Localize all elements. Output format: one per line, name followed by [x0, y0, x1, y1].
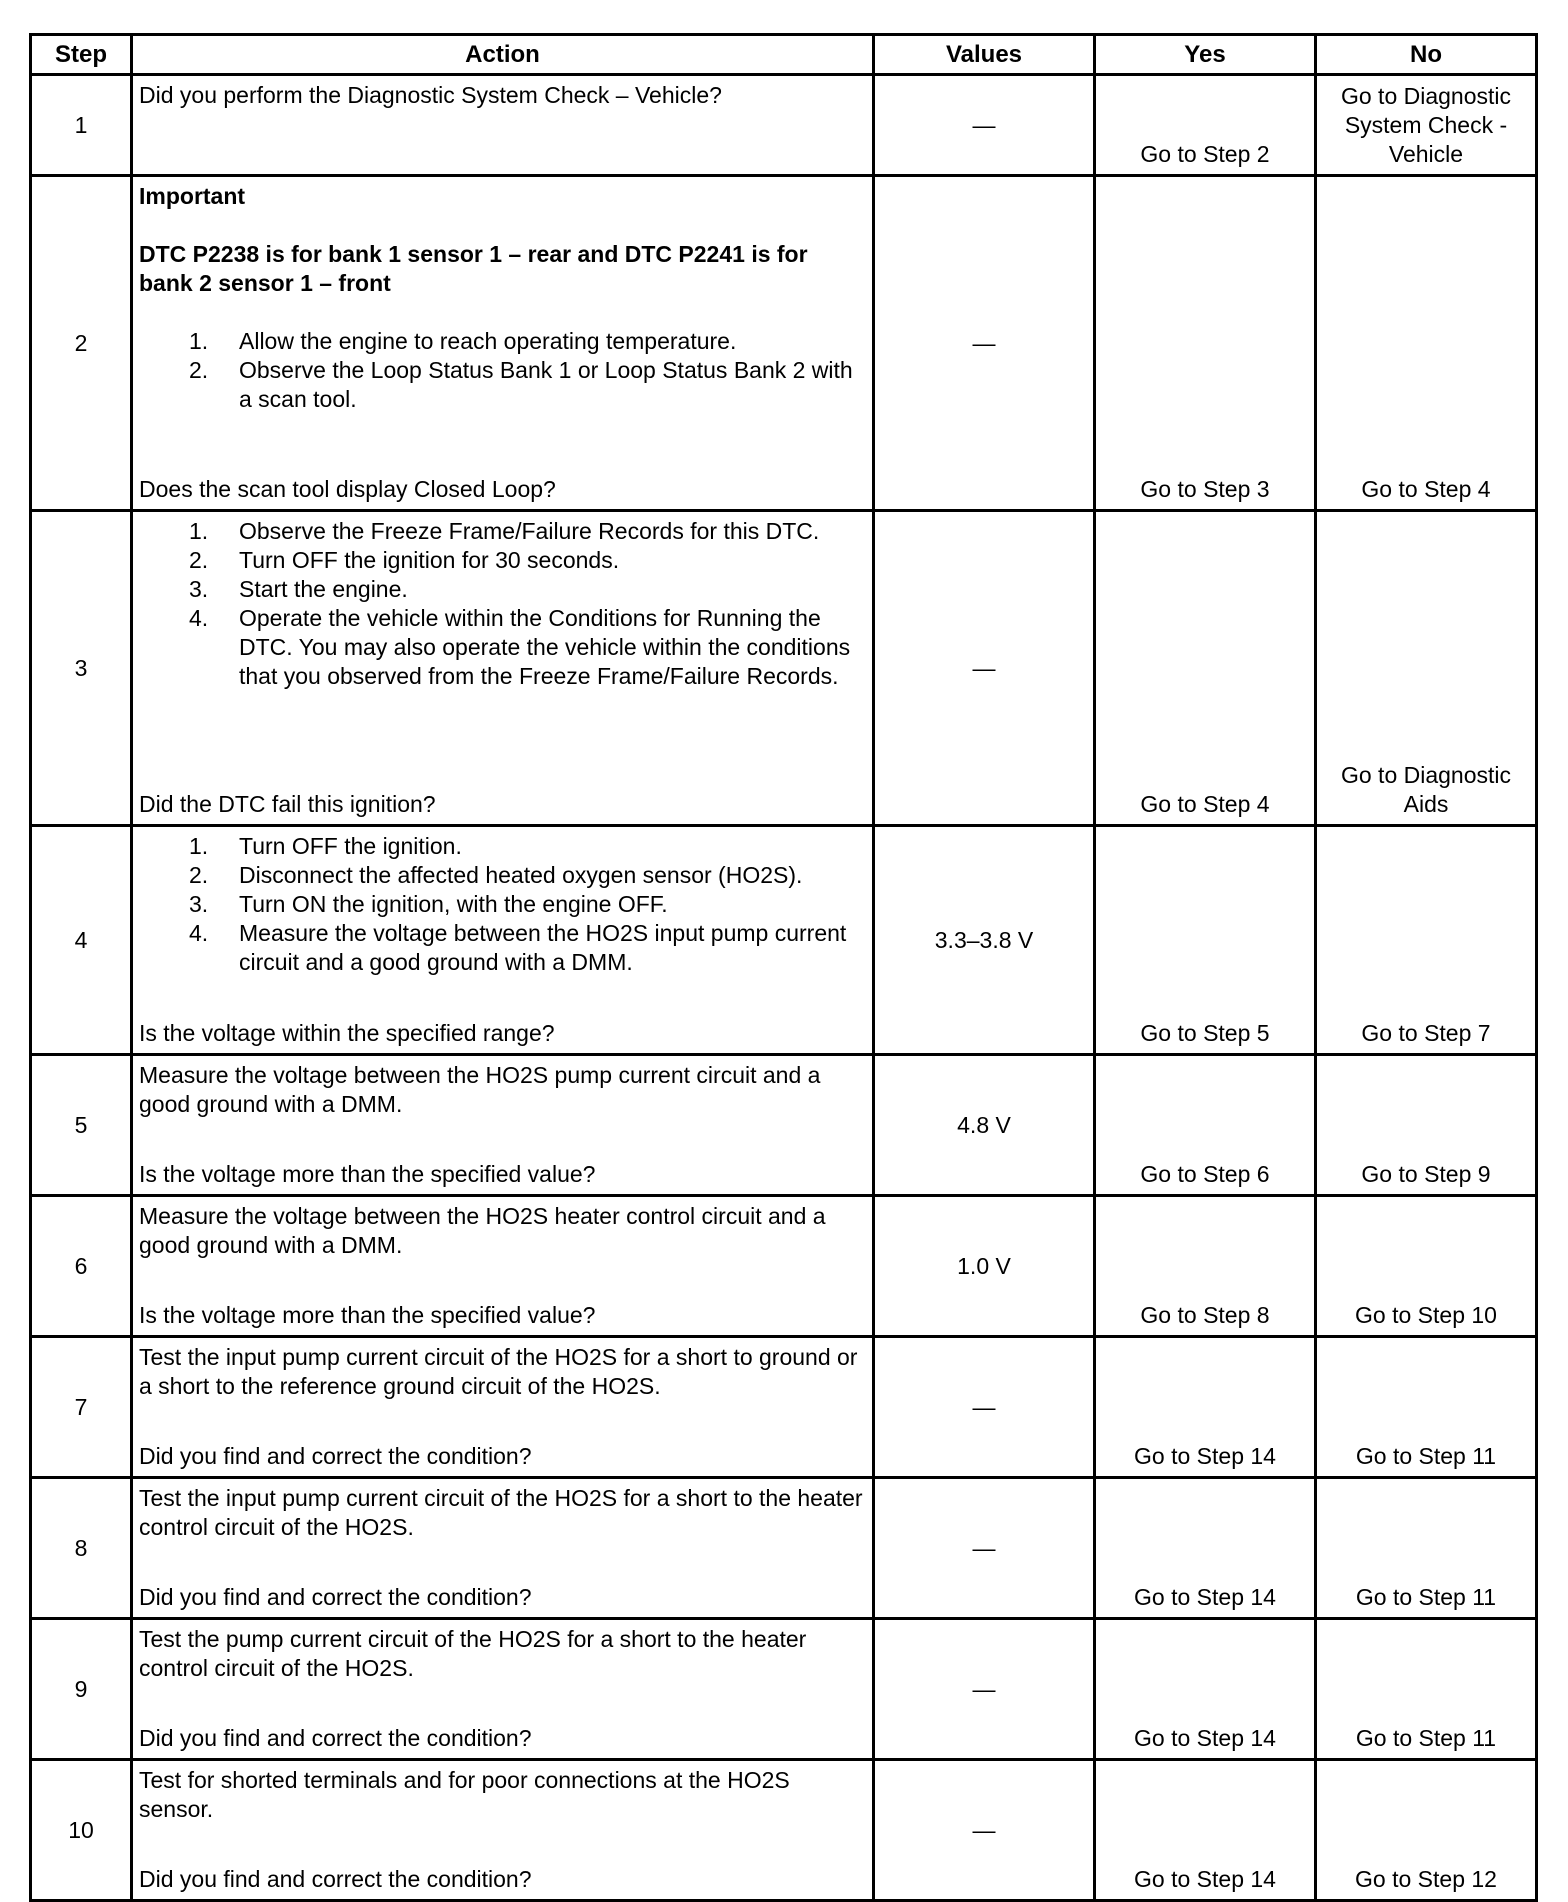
action-cell	[132, 1196, 874, 1337]
values-cell: 4.8 V	[874, 1055, 1095, 1196]
action-question: Did you perform the Diagnostic System Check – Vehicle?	[139, 82, 722, 108]
yes-cell	[1095, 1760, 1316, 1901]
table-row	[31, 75, 1537, 176]
action-text: Test the pump current circuit of the HO2S for a short to the heater control circuit of the HO2S.	[139, 1626, 807, 1681]
action-question: Did the DTC fail this ignition?	[139, 791, 436, 817]
yes-link[interactable]: Go to Step 5	[1140, 1020, 1270, 1046]
step-number: 3	[31, 511, 132, 826]
list-item: 1. Allow the engine to reach operating temperature.	[189, 328, 737, 354]
list-item: 2. Turn OFF the ignition for 30 seconds.	[189, 547, 620, 573]
yes-link[interactable]: Go to Step 14	[1134, 1866, 1276, 1892]
table-row	[31, 1478, 1537, 1619]
no-link[interactable]: Go to Step 11	[1355, 1584, 1497, 1610]
no-cell	[1316, 1196, 1537, 1337]
list-item: 3. Start the engine.	[189, 576, 408, 602]
action-cell	[132, 1337, 874, 1478]
action-cell	[132, 176, 874, 511]
yes-cell	[1095, 1196, 1316, 1337]
step-number: 4	[31, 826, 132, 1055]
yes-link[interactable]: Go to Step 6	[1140, 1161, 1270, 1187]
step-number: 5	[31, 1055, 132, 1196]
step-number: 6	[31, 1196, 132, 1337]
no-cell	[1316, 1478, 1537, 1619]
no-cell	[1316, 511, 1537, 826]
values-cell: —	[874, 511, 1095, 826]
action-question: Did you find and correct the condition?	[139, 1866, 532, 1892]
values-cell: —	[874, 176, 1095, 511]
procedure-list	[139, 517, 866, 691]
no-link[interactable]: Go to Diagnostic Aids	[1340, 762, 1512, 817]
values-cell: 1.0 V	[874, 1196, 1095, 1337]
header-action: Action	[132, 35, 874, 75]
list-item: 4. Measure the voltage between the HO2S input pump current circuit and a good ground with a DMM.	[189, 920, 847, 975]
step-number: 9	[31, 1619, 132, 1760]
action-question: Is the voltage more than the specified value?	[139, 1302, 596, 1328]
header-yes: Yes	[1095, 35, 1316, 75]
header-row	[31, 35, 1537, 75]
yes-cell	[1095, 75, 1316, 176]
header-no: No	[1316, 35, 1537, 75]
no-link[interactable]: Go to Diagnostic System Check - Vehicle	[1340, 83, 1512, 167]
step-number: 1	[31, 75, 132, 176]
yes-link[interactable]: Go to Step 3	[1140, 476, 1270, 502]
important-title: Important	[139, 183, 246, 209]
list-item: 2. Observe the Loop Status Bank 1 or Loop Status Bank 2 with a scan tool.	[189, 357, 853, 412]
yes-cell	[1095, 1337, 1316, 1478]
yes-cell	[1095, 511, 1316, 826]
no-link[interactable]: Go to Step 11	[1355, 1725, 1497, 1751]
no-cell	[1316, 75, 1537, 176]
table-row	[31, 176, 1537, 511]
values-cell: —	[874, 1478, 1095, 1619]
yes-link[interactable]: Go to Step 14	[1134, 1725, 1276, 1751]
values-cell: —	[874, 1760, 1095, 1901]
no-link[interactable]: Go to Step 7	[1361, 1020, 1491, 1046]
action-text: Test the input pump current circuit of the HO2S for a short to the heater control circuit of the HO2S.	[139, 1485, 863, 1540]
no-link[interactable]: Go to Step 9	[1361, 1161, 1491, 1187]
no-cell	[1316, 826, 1537, 1055]
table-row	[31, 1337, 1537, 1478]
action-question: Does the scan tool display Closed Loop?	[139, 476, 556, 502]
yes-cell	[1095, 1619, 1316, 1760]
no-cell	[1316, 1055, 1537, 1196]
no-link[interactable]: Go to Step 10	[1355, 1302, 1497, 1328]
table-row	[31, 1619, 1537, 1760]
step-number: 7	[31, 1337, 132, 1478]
action-question: Is the voltage within the specified range?	[139, 1020, 555, 1046]
diagnostic-table	[29, 33, 1538, 1902]
action-question: Did you find and correct the condition?	[139, 1443, 532, 1469]
no-link[interactable]: Go to Step 4	[1361, 476, 1491, 502]
table-row	[31, 1055, 1537, 1196]
table-row	[31, 826, 1537, 1055]
procedure-list	[139, 832, 866, 977]
table-row	[31, 1760, 1537, 1901]
action-question: Is the voltage more than the specified value?	[139, 1161, 596, 1187]
action-cell	[132, 1619, 874, 1760]
no-cell	[1316, 1337, 1537, 1478]
action-text: Measure the voltage between the HO2S heater control circuit and a good ground with a DMM.	[139, 1203, 826, 1258]
yes-cell	[1095, 1055, 1316, 1196]
header-values: Values	[874, 35, 1095, 75]
yes-link[interactable]: Go to Step 8	[1140, 1302, 1270, 1328]
values-cell: —	[874, 1619, 1095, 1760]
action-cell	[132, 75, 874, 176]
list-item: 3. Turn ON the ignition, with the engine OFF.	[189, 891, 668, 917]
important-note: DTC P2238 is for bank 1 sensor 1 – rear and DTC P2241 is for bank 2 sensor 1 – front	[139, 241, 808, 296]
step-number: 2	[31, 176, 132, 511]
no-cell	[1316, 1619, 1537, 1760]
values-cell: —	[874, 75, 1095, 176]
action-cell	[132, 826, 874, 1055]
action-question: Did you find and correct the condition?	[139, 1725, 532, 1751]
no-link[interactable]: Go to Step 12	[1355, 1866, 1497, 1892]
yes-cell	[1095, 826, 1316, 1055]
list-item: 4. Operate the vehicle within the Conditions for Running the DTC. You may also operate the vehicle within the conditions that you observed from the Freeze Frame/Failure Records.	[189, 605, 851, 689]
values-cell: 3.3–3.8 V	[874, 826, 1095, 1055]
action-text: Test the input pump current circuit of the HO2S for a short to ground or a short to the reference ground circuit of the HO2S.	[139, 1344, 858, 1399]
action-text: Measure the voltage between the HO2S pump current circuit and a good ground with a DMM.	[139, 1062, 821, 1117]
list-item: 2. Disconnect the affected heated oxygen sensor (HO2S).	[189, 862, 803, 888]
no-cell	[1316, 1760, 1537, 1901]
yes-cell	[1095, 1478, 1316, 1619]
yes-cell	[1095, 176, 1316, 511]
action-text: Test for shorted terminals and for poor connections at the HO2S sensor.	[139, 1767, 790, 1822]
list-item: 1. Observe the Freeze Frame/Failure Records for this DTC.	[189, 518, 820, 544]
yes-link[interactable]: Go to Step 14	[1134, 1584, 1276, 1610]
header-step: Step	[31, 35, 132, 75]
action-cell	[132, 1055, 874, 1196]
yes-link[interactable]: Go to Step 4	[1140, 791, 1270, 817]
action-cell	[132, 1478, 874, 1619]
step-number: 8	[31, 1478, 132, 1619]
values-cell: —	[874, 1337, 1095, 1478]
yes-link[interactable]: Go to Step 14	[1134, 1443, 1276, 1469]
action-cell	[132, 511, 874, 826]
no-link[interactable]: Go to Step 11	[1355, 1443, 1497, 1469]
action-cell	[132, 1760, 874, 1901]
list-item: 1. Turn OFF the ignition.	[189, 833, 462, 859]
procedure-list	[139, 327, 866, 414]
action-question: Did you find and correct the condition?	[139, 1584, 532, 1610]
no-cell	[1316, 176, 1537, 511]
step-number: 10	[31, 1760, 132, 1901]
table-row	[31, 1196, 1537, 1337]
yes-link[interactable]: Go to Step 2	[1140, 141, 1270, 167]
table-row	[31, 511, 1537, 826]
